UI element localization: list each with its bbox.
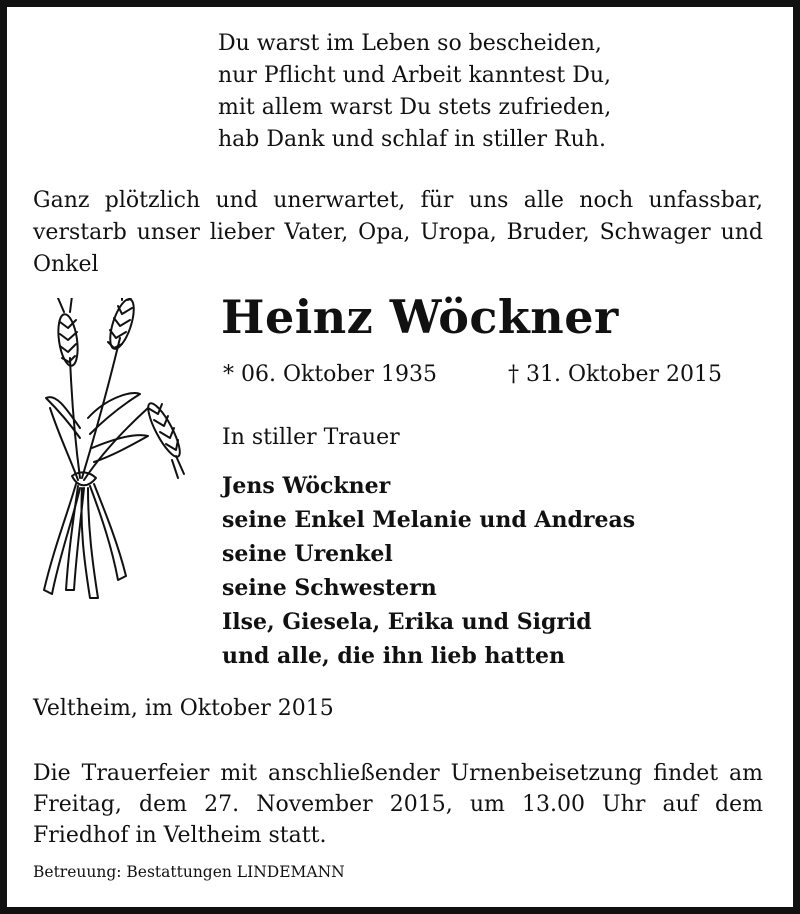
mourner-line: Ilse, Giesela, Erika und Sigrid [222, 609, 592, 635]
death-date: † 31. Oktober 2015 [508, 362, 723, 387]
mourner-line: seine Enkel Melanie und Andreas [222, 507, 636, 533]
mourning-text: In stiller Trauer [222, 425, 400, 450]
birth-date: * 06. Oktober 1935 [223, 362, 438, 387]
intro-text: Ganz plötzlich und unerwartet, für uns alle noch unfassbar, verstarb unser lieber Vater, Opa, Uropa, Bruder, Schwager und Onkel [33, 188, 763, 277]
funeral-home: Betreuung: Bestattungen LINDEMANN [33, 863, 345, 881]
poem-line: nur Pflicht und Arbeit kanntest Du, [218, 63, 612, 88]
mourner-line: Jens Wöckner [222, 473, 391, 499]
mourner-line: und alle, die ihn lieb hatten [222, 643, 566, 669]
poem [218, 28, 611, 156]
deceased-name: Heinz Wöckner [221, 290, 619, 344]
poem-line: hab Dank und schlaf in stiller Ruh. [218, 127, 606, 152]
mourners-list [222, 469, 635, 673]
ceremony-text: Die Trauerfeier mit anschließender Urnenbeisetzung findet am Freitag, dem 27. November 2015, um 13.00 Uhr auf dem Friedhof in Veltheim statt. [33, 761, 763, 848]
poem-line: Du warst im Leben so bescheiden, [218, 31, 602, 56]
mourner-line: seine Urenkel [222, 541, 393, 567]
mourner-line: seine Schwestern [222, 575, 437, 601]
poem-line: mit allem warst Du stets zufrieden, [218, 95, 612, 120]
place-date: Veltheim, im Oktober 2015 [33, 696, 334, 721]
wheat-sheaf-icon [36, 298, 186, 603]
